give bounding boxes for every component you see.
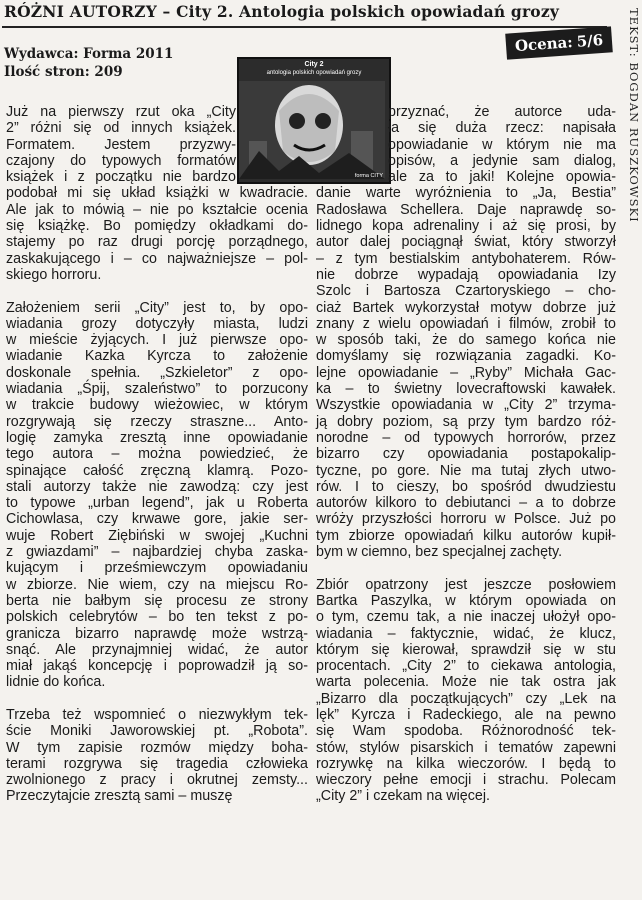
text-line: W tym zapisie rozmów między boha- — [6, 739, 308, 756]
text-line: w trakcie budowy wieżowiec, w którym — [6, 397, 308, 414]
text-line: Szolc i Bartosza Czartoryskiego – cho- — [316, 283, 616, 300]
text-line: autorów kilkoro to debiutanci – a to dobrze — [316, 495, 616, 512]
rating-badge — [505, 26, 613, 59]
text-line: stali autorzy także nie zawodzą: czy jest — [6, 478, 308, 495]
text-line: tym zbiorze opowiadań kilku autorów kupił- — [316, 527, 616, 544]
text-line: w sposób taki, że do samego końca nie — [316, 332, 616, 349]
text-line: – z tym bestialskim antybohaterem. Rów- — [316, 250, 616, 267]
text-line: stajemy po raz drugi porcję porządnego, — [6, 234, 308, 251]
text-line: ście Moniki Jaworowskiej pt. „Robota”. — [6, 723, 308, 740]
text-line: podobał mi się układ książki w kwadracie. — [6, 185, 308, 202]
text-line: stów, stylów pisarskich i tematów zapewni — [316, 739, 616, 756]
text-line: ka – to świetny lovecraftowski kawałek. — [316, 381, 616, 398]
text-line: o tym, czemu tak, a nie inaczej ułożył opo- — [316, 609, 616, 626]
text-line: Cichowlasa, czy krwawe gore, jakie ser- — [6, 511, 308, 528]
text-line: Radosława Schellera. Daje naprawdę so- — [316, 201, 616, 218]
text-line: z gwiazdami” – najbardziej chyba zaska- — [6, 544, 308, 561]
text-line: snąć. Ale przynajmniej widać, że autor — [6, 641, 308, 658]
article-title: RÓŻNI AUTORZY – City 2. Antologia polskich opowiadań grozy — [4, 2, 560, 21]
text-line: Zbiór opatrzony jest jeszcze posłowiem — [316, 576, 616, 593]
text-line: bizarro czy opowiadania postapokalip- — [316, 446, 616, 463]
text-line: przyznać, że autorce uda- — [388, 104, 616, 120]
text-line: się Wam spodoba. Różnorodność tek- — [316, 723, 616, 740]
text-line: skiego horroru. — [6, 266, 102, 283]
paragraph-break — [6, 283, 308, 299]
text-line: wiadania „Śpij, szaleństwo” to porzucony — [6, 381, 308, 398]
text-line: się książkę. Bo pomiędzy okładkami do- — [6, 218, 308, 235]
author-credit: TEKST: BOGDAN RUSZKOWSKI — [627, 8, 641, 223]
text-line: znany z wielu opowiadań i filmów, zrobił to — [316, 315, 616, 332]
text-line: 2” różni się od innych książek. — [6, 120, 236, 137]
pages-line: Ilość stron: 209 — [4, 64, 123, 80]
text-line: którym się kierował, sprawdził się w stu — [316, 641, 616, 658]
right-column — [316, 104, 616, 805]
text-line: Trzeba też wspomnieć o niezwykłym tek- — [6, 706, 308, 723]
text-line: procentach. „City 2” to ciekawa antologia, — [316, 658, 616, 675]
text-line: doskonale spełnia. „Szkieletor” z opo- — [6, 364, 308, 381]
text-line: „Bizarro dla początkujących” czy „Lek na — [316, 690, 616, 707]
text-line: lidnego kopa adrenaliny i aż się prosi, by — [316, 218, 616, 235]
rating-value: 5/6 — [576, 30, 604, 51]
text-line: lejne opowiadanie – „Ryby” Michała Gac- — [316, 364, 616, 381]
text-line: Formatem. Jestem przyzwy- — [6, 136, 236, 153]
text-line: domyślamy się rozwiązania zagadki. Ko- — [316, 348, 616, 365]
text-line: lęk” Kyrcza i Radeckiego, ale na pewno — [316, 706, 616, 723]
text-line: w zbiorze. Nie wiem, czy na miejscu Ro- — [6, 576, 308, 593]
text-line: granicza bizarro naprawdę może wstrzą- — [6, 625, 308, 642]
text-line: ciaż Bartek wykorzystał motyw dobrze już — [316, 299, 616, 316]
cover-subtitle: antologia polskich opowiadań grozy — [266, 70, 362, 76]
text-line: wiadania grozy dotyczyły miasta, ludzi — [6, 315, 308, 332]
text-line: Bartka Paszylka, w którym opowiada on — [316, 592, 616, 609]
rating-label: Ocena: — [514, 33, 574, 56]
text-line: wuje Robert Ziębiński w swojej „Kuchni — [6, 527, 308, 544]
paragraph-break — [316, 560, 616, 576]
text-line: opowiadanie w którym nie ma — [388, 136, 616, 153]
text-line: miał jakąś koncepcję i poprowadził ją so- — [6, 658, 308, 675]
publisher-line: Wydawca: Forma 2011 — [4, 46, 174, 62]
text-line: tyczne, po gore. Nie ma tutaj złych utwo- — [316, 462, 616, 479]
text-line: wieczory pełne emocji i strachu. Polecam — [316, 772, 616, 789]
text-line: to typowe „urban legend”, jak u Roberta — [6, 495, 308, 512]
text-line: książek i z początku nie bardzo — [6, 169, 236, 186]
text-line: danie warte wyróżnienia to „Ja, Bestia” — [316, 185, 616, 202]
text-line: tego autora – można powiedzieć, że — [6, 446, 308, 463]
text-line: Ale jak to mówią – nie po kształcie ocenia — [6, 201, 308, 218]
text-line: ją dobry poziom, są przy tym bardzo róż- — [316, 413, 616, 430]
text-line: w mieście żyjących. I już pierwsze opo- — [6, 332, 308, 349]
text-line: norodne – od typowych horrorów, przez — [316, 429, 616, 446]
text-line: Założeniem serii „City” jest to, by opo- — [6, 299, 308, 316]
text-line: ła się duża rzecz: napisała — [388, 120, 616, 137]
text-line: czajony do typowych formatów — [6, 152, 236, 169]
cover-title: City 2 — [304, 61, 324, 68]
text-line: spinające całość zręczną klamrą. Pozo- — [6, 462, 308, 479]
text-line: „City 2” i czekam na więcej. — [316, 788, 490, 805]
text-line: lidnie do końca. — [6, 674, 106, 691]
cover-publisher: forma CITY — [354, 173, 383, 179]
text-line: warta polecenia. Może nie tak ostra jak — [316, 674, 616, 691]
text-line: terami rozgrywa się tragedia człowieka — [6, 755, 308, 772]
left-column — [6, 104, 308, 805]
text-line: rów. I to cieszy, bo spośród dwudziestu — [316, 478, 616, 495]
header-divider — [2, 26, 607, 28]
text-line: ale za to jaki! Kolejne opowia- — [388, 169, 616, 186]
paragraph-break — [6, 691, 308, 707]
text-line: Już na pierwszy rzut oka „City — [6, 104, 236, 120]
text-line: rozgrywają się rzeczy straszne... Anto- — [6, 413, 308, 430]
text-line: zaskakującego i – co najważniejsze – pol- — [6, 250, 308, 267]
text-line: wiadania – faktycznie, widać, że klucz, — [316, 625, 616, 642]
text-line: wiadanie Kazka Kyrcza to założenie — [6, 348, 308, 365]
text-line: logię zamyka zresztą inne opowiadanie — [6, 429, 308, 446]
text-line: wróży przyszłości horroru w Polsce. Już po — [316, 511, 616, 528]
text-line: rozrywkę na kilka wieczorów. I będą to — [316, 755, 616, 772]
text-line: opisów, a jedynie sam dialog, — [388, 152, 616, 169]
text-line: berta nie bałbym się procesu ze strony — [6, 592, 308, 609]
text-line: kującym i prześmiewczym opowiadaniu — [6, 560, 308, 577]
text-line: bym w ciemno, bez specjalnej zachęty. — [316, 544, 563, 561]
text-line: Wszystkie opowiadania w „City 2” trzyma- — [316, 397, 616, 414]
text-line: Przeczytajcie zresztą sami – muszę — [6, 788, 233, 805]
text-line: nie dobrze wypadają opowiadania Izy — [316, 266, 616, 283]
text-line: polskich celebrytów – bo ten tekst z po- — [6, 609, 308, 626]
text-line: zwolnionego z pracy i okrutnej zemsty... — [6, 772, 308, 789]
text-line: autor dalej pociągnął świat, który stworzył — [316, 234, 616, 251]
